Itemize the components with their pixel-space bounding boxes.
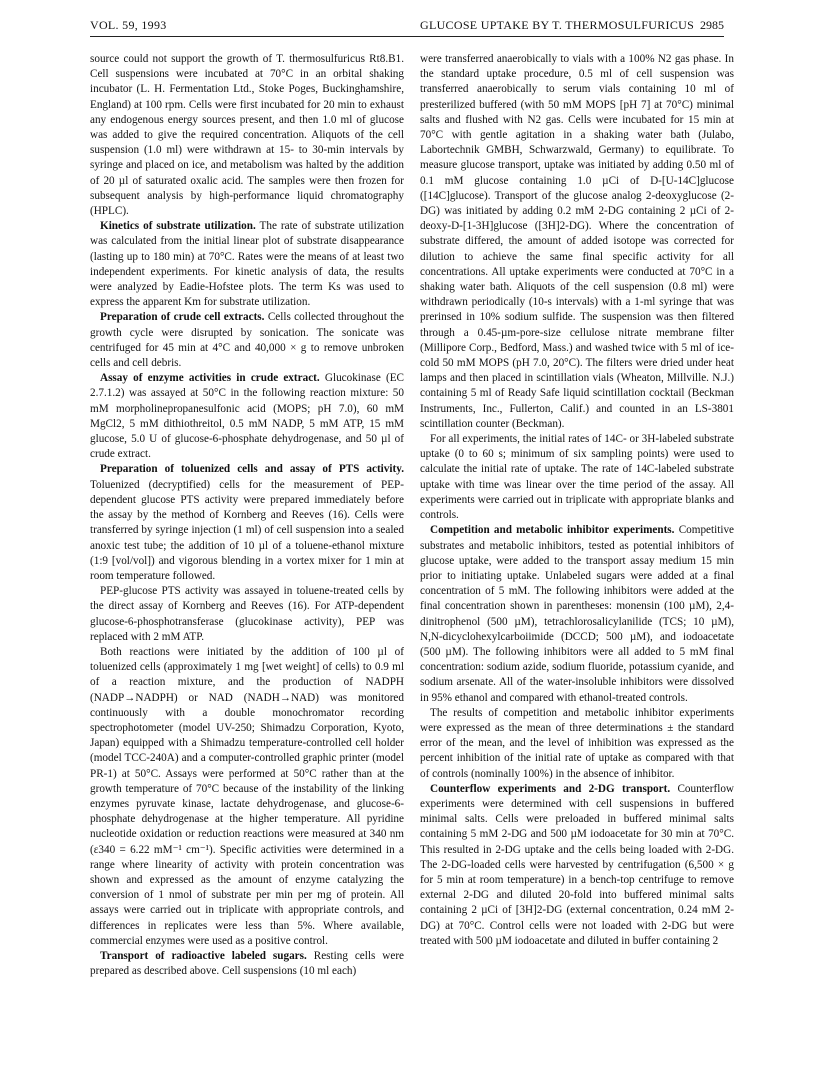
journal-volume: VOL. 59, 1993 — [90, 18, 167, 32]
paragraph: Preparation of crude cell extracts. Cells collected throughout the growth cycle were disrupted by sonication. The sonicate was centrifuged for 45 min at 4°C and 40,000 × g to remove unbroken cells and cell debris. — [90, 311, 405, 370]
running-header — [90, 14, 724, 36]
section-heading: Preparation of crude cell extracts. — [100, 311, 265, 324]
section-heading: Preparation of toluenized cells and assay of PTS activity. — [100, 463, 404, 476]
paragraph: Counterflow experiments and 2-DG transport. Counterflow experiments were determined with cell suspensions in buffered minimal salts. Cells were preloaded in buffered minimal salts containing 5 mM 2-DG and 500 µM iodoacetate for 30 min at 70°C. This resulted in 2-DG uptake and the cells being loaded with 2-DG. The 2-DG-loaded cells were harvested by centrifugation (6,500 × g for 5 min at room temperature) in a bench-top centrifuge to remove external 2-DG and diluted 20-fold into buffered minimal salts containing 2 µCi of [3H]2-DG (external concentration, 0.24 mM 2-DG) at 70°C. Control cells were not loaded with 2-DG but were treated with 500 µM iodoacetate and diluted in buffer containing 2 — [420, 782, 734, 947]
paragraph: Kinetics of substrate utilization. The rate of substrate utilization was calculated from the initial linear plot of substrate disappearance (lasting up to 180 min) at 70°C. Rates were the means of at least two independent experiments. For kinetic analysis of data, the results were analyzed by Eadie-Hofstee plots. The term Ks was used to express the apparent Km for substrate utilization. — [90, 220, 404, 309]
section-heading: Competition and metabolic inhibitor experiments. — [430, 524, 675, 537]
section-heading: Transport of radioactive labeled sugars. — [100, 949, 307, 962]
paragraph: were transferred anaerobically to vials with a 100% N2 gas phase. In the standard uptake procedure, 0.5 ml of cell suspension was transferred anaerobically to serum vials containing 10 ml of presterilized buffered (with 50 mM MOPS [pH 7] at 70°C) minimal salts and flushed with N2 gas. Cells were incubated for 15 min at 70°C with gentle agitation in a shaking water bath (Julabo, Labortechnik GMBH, Schwarzwald, Germany) to equilibrate. To measure glucose transport, uptake was initiated by adding 0.50 ml of 0.1 mM glucose containing 1.0 µCi of D-[U-14C]glucose ([14C]glucose). Transport of the glucose analog 2-deoxyglucose (2-DG) was initiated by adding 0.2 mM 2-DG containing 2 µCi of 2-deoxy-D-[1-3H]glucose ([3H]2-DG). Where the concentration of substrate differed, the amount of added isotope was corrected for dilution to achieve the same final specific activity for all concentrations. All uptake experiments were conducted at 70°C in a shaking water bath. Aliquots of the cell suspension (0.8 ml) were withdrawn periodically (10-s intervals) with a 1-ml syringe that was prerinsed in 10% sodium sulfide. The suspension was then filtered through a 0.45-µm-pore-size cellulose nitrate membrane filter (Millipore Corp., Bedford, Mass.) and washed twice with 5 ml of ice-cold 50 mM MOPS (pH 7.0, 20°C). The filters were dried under heat lamps and then placed in scintillation vials (Wheaton, Millville. N.J.) containing 5 ml of Ready Safe liquid scintillation cocktail (Beckman Instruments, Inc., Fullerton, Calif.) and counted in an LS-3801 scintillation counter (Beckman). — [420, 53, 734, 430]
section-heading: Assay of enzyme activities in crude extract. — [100, 372, 320, 385]
paragraph: The results of competition and metabolic inhibitor experiments were expressed as the mean of three determinations ± the standard error of the mean, and the level of inhibition was expressed as the percent inhibition of the initial rate of uptake as compared with that of controls (nominally 100%) in the absence of inhibitor. — [420, 706, 734, 780]
section-heading: Counterflow experiments and 2-DG transport. — [430, 782, 671, 795]
section-heading: Kinetics of substrate utilization. — [100, 220, 256, 233]
paragraph: Assay of enzyme activities in crude extract. Glucokinase (EC 2.7.1.2) was assayed at 50°C in the following reaction mixture: 50 mM morpholinepropanesulfonic acid (MOPS; pH 7.0), 60 mM MgCl2, 5 mM dithiothreitol, 0.5 mM NADP, 5 mM ATP, 15 mM glucose, 5.0 U of glucose-6-phosphate dehydrogenase, and 50 µl of crude extract. — [90, 372, 405, 461]
left-column — [90, 52, 404, 979]
paragraph: source could not support the growth of T. thermosulfuricus Rt8.B1. Cell suspensions were incubated at 70°C in an orbital shaking incubator (L. H. Fermentation Ltd., Stoke Poges, Buckinghamshire, England) at 100 rpm. Cells were first incubated for 20 min to exhaust any endogenous energy sources present, and then 1.0 ml of glucose was added to give the required concentration. Aliquots of the cell suspension (1.0 ml) were withdrawn at 15- to 30-min intervals by syringe and placed on ice, and metabolism was halted by the addition of 20 µl of saturated oxalic acid. The samples were then frozen for subsequent analysis by high-performance liquid chromatography (HPLC). — [90, 53, 404, 218]
page-number: 2985 — [700, 18, 724, 32]
header-rule — [90, 36, 724, 37]
right-column — [420, 52, 734, 949]
paragraph: Transport of radioactive labeled sugars. Resting cells were prepared as described above. Cell suspensions (10 ml each) — [90, 949, 405, 978]
paragraph: Competition and metabolic inhibitor experiments. Competitive substrates and metabolic inhibitors, tested as potential inhibitors of glucose uptake, were added to the transport assay medium 15 min prior to initiating uptake. Unlabeled sugars were added at a final concentration of 5 mM. The following inhibitors were added at the final concentration shown in parentheses: monensin (100 µM), 2,4-dinitrophenol (500 µM), tetrachlorosalicylanilide (TCS; 10 µM), N,N-dicyclohexylcarboiimide (DCCD; 500 µM), and iodoacetate (500 µM). The following inhibitors were all added to 5 mM final concentration: sodium azide, sodium fluoride, potassium cyanide, and sodium arsenate. All of the water-insoluble inhibitors were dissolved in 95% ethanol and compared with ethanol-treated controls. — [420, 524, 734, 704]
paragraph: PEP-glucose PTS activity was assayed in toluene-treated cells by the direct assay of Kornberg and Reeves (16). For ATP-dependent glucose-6-phosphotransferase (glucokinase activity), PEP was replaced with 2 mM ATP. — [90, 585, 404, 643]
paragraph: For all experiments, the initial rates of 14C- or 3H-labeled substrate uptake (0 to 60 s; minimum of six sampling points) were used to calculate the initial rate of uptake. The rate of 14C-labeled substrate uptake with time was linear over the time period of the assay. All experiments were carried out in triplicate with appropriate blanks and controls. — [420, 433, 734, 522]
paragraph: Preparation of toluenized cells and assay of PTS activity. Toluenized (decryptified) cells for the measurement of PEP-dependent glucose PTS activity were prepared immediately before the assay by the method of Kornberg and Reeves (16). Cells were transferred by syringe injection (1 ml) of cell suspension into a sealed anoxic test tube; the addition of 10 µl of a toluene-ethanol mixture (1:9 [vol/vol]) and vigorous blending in a vortex mixer for 1 min at room temperature followed. — [90, 463, 404, 582]
paragraph: Both reactions were initiated by the addition of 100 µl of toluenized cells (approximately 1 mg [wet weight] of cells) to 0.9 ml of a reaction mixture, and the production of NADPH (NADP→NADPH) or NAD (NADH→NAD) was monitored continuously with a double monochromator recording spectrophotometer (model UV-250; Shimadzu Corporation, Kyoto, Japan) equipped with a Shimadzu temperature-controlled cell holder (model TCC-240A) and a computer-controlled graphic printer (model PR-1) at 50°C. Assays were performed at 50°C rather than at the growth temperature of 70°C because of the instability of the linking enzymes pyruvate kinase, lactate dehydrogenase, and glucose-6-phosphate dehydrogenase at the higher temperature. All pyridine nucleotide oxidation or reduction reactions were measured at 340 nm (ε340 = 6.22 mM⁻¹ cm⁻¹). Specific activities were determined in a range where linearity of activity with protein concentration was shown and expressed as the amount of enzyme catalyzing the conversion of 1 nmol of substrate per min per mg of protein. All assays were carried out in triplicate with appropriate controls, and differences in replicates were less than 5%. Where available, commercial enzymes were used as a positive control. — [90, 645, 404, 947]
running-title: GLUCOSE UPTAKE BY T. THERMOSULFURICUS — [420, 18, 695, 32]
